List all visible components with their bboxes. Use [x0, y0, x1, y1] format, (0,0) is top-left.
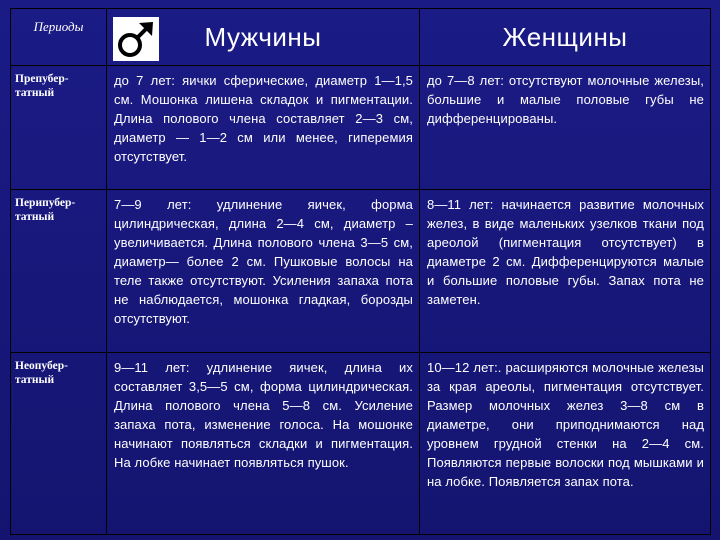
puberty-table — [10, 8, 711, 535]
table-row — [11, 353, 711, 535]
male-description: до 7 лет: яички сферические, диаметр 1—1,5 см. Мошонка лишена складок и пигментации. Длина полового члена составляет 2—3 см, диаметр — 1—2 см или менее, гиперемия отсутствует. — [107, 66, 420, 190]
female-description: до 7—8 лет: отсутствуют молочные железы, большие и малые половые губы не дифференцированы. — [420, 66, 711, 190]
female-description: 8—11 лет: начинается развитие молочных желез, в виде маленьких узелков ткани под ареолой (пигментация отсутствует) в диаметре 2 см. Дифференцируются малые и большие половые губы. Запах пота не заметен. — [420, 190, 711, 353]
period-label: Неопубер-татный — [11, 353, 107, 535]
period-label: Перипубер-татный — [11, 190, 107, 353]
periods-header: Периоды — [11, 9, 107, 66]
female-header — [420, 9, 711, 66]
male-header — [107, 9, 420, 66]
male-description: 7—9 лет: удлинение яичек, форма цилиндрическая, длина 2—4 см, диаметр – увеличивается. Длина полового члена 3—5 см, диаметр— более 2 см. Пушковые волосы на теле также отсутствуют. Усиления запаха пота не наблюдается, мошонка гладкая, борозды отсутствуют. — [107, 190, 420, 353]
male-symbol-icon — [113, 17, 159, 61]
female-header-title: Женщины — [502, 21, 628, 52]
male-header-title: Мужчины — [204, 21, 322, 52]
male-description: 9—11 лет: удлинение яичек, длина их составляет 3,5—5 см, форма цилиндрическая. Длина полового члена 5—8 см. Усиление запаха пота, изменение голоса. На мошонке начинают появляться складки и пигментация. На лобке начинает появляться пушок. — [107, 353, 420, 535]
female-description: 10—12 лет:. расширяются молочные железы за края ареолы, пигментация отсутствует. Размер молочных желез 3—8 см в диаметре, они приподнимаются над уровнем грудной стенки на 2—4 см. Появляются первые волоски под мышками и на лобке. Появляется запах пота. — [420, 353, 711, 535]
period-label: Препубер-татный — [11, 66, 107, 190]
table-row — [11, 66, 711, 190]
table-row — [11, 190, 711, 353]
header-row — [11, 9, 711, 66]
